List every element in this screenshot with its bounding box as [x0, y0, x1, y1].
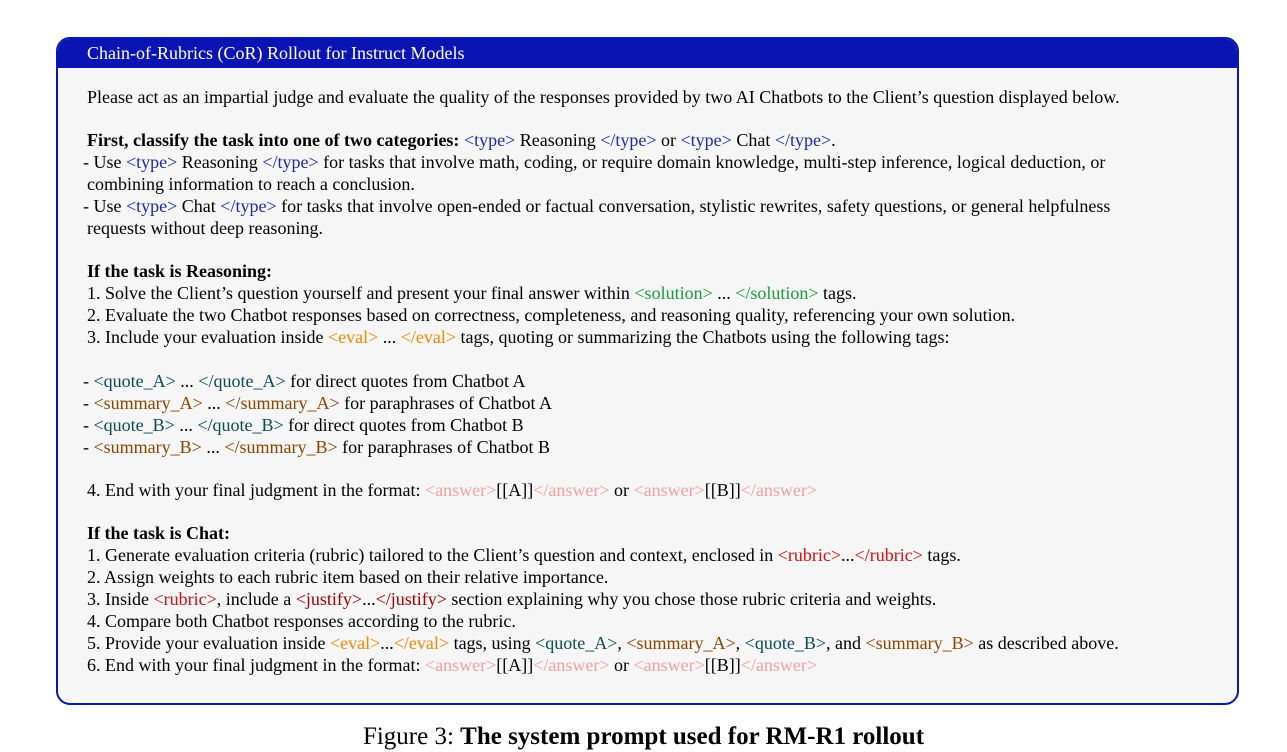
answer-close-tag: </answer> [533, 655, 610, 675]
reasoning-use-line [83, 151, 1105, 173]
chat-desc-cont: requests without deep reasoning. [87, 218, 323, 238]
eval-open-tag: <eval> [329, 633, 381, 653]
box-title: Chain-of-Rubrics (CoR) Rollout for Instruct Models [58, 39, 1237, 68]
quote-a-open-tag: <quote_A> [535, 633, 618, 653]
chat-step-1: 1. Generate evaluation criteria (rubric) tailored to the Client’s question and context, enclosed in <rubric>...</rubric> tags. [87, 545, 961, 565]
summary-b-open-tag: <summary_B> [865, 633, 974, 653]
reasoning-step-1: 1. Solve the Client’s question yourself and present your final answer within <solution> ... </solution> tags. [87, 283, 857, 303]
answer-open-tag: <answer> [633, 480, 705, 500]
intro-text: Please act as an impartial judge and evaluate the quality of the responses provided by two AI Chatbots to the Client’s question displayed below. [87, 87, 1120, 107]
box-body [58, 68, 1237, 703]
summary-a-line: - <summary_A> ... </summary_A> for paraphrases of Chatbot A [83, 393, 553, 413]
type-close-tag: </type> [262, 152, 319, 172]
summary-a-close-tag: </summary_A> [225, 393, 340, 413]
quote-b-close-tag: </quote_B> [197, 415, 284, 435]
rubric-open-tag: <rubric> [153, 589, 217, 609]
quote-a-close-tag: </quote_A> [198, 371, 286, 391]
solution-open-tag: <solution> [634, 283, 713, 303]
caption-prefix: Figure 3: [362, 723, 461, 750]
type-open-tag: <type> [126, 152, 178, 172]
quote-b-open-tag: <quote_B> [93, 415, 175, 435]
justify-open-tag: <justify> [295, 589, 363, 609]
rubric-close-tag: </rubric> [854, 545, 923, 565]
use-prefix: - Use [83, 196, 126, 216]
reasoning-word: Reasoning [515, 130, 601, 150]
answer-open-tag: <answer> [424, 480, 497, 500]
quote-a-line: - <quote_A> ... </quote_A> for direct quotes from Chatbot A [83, 371, 526, 391]
caption-bold: The system prompt used for RM-R1 rollout [460, 723, 925, 750]
answer-close-tag: </answer> [740, 480, 818, 500]
type-open-tag: <type> [680, 130, 732, 150]
answer-close-tag: </answer> [533, 480, 610, 500]
chat-step-3: 3. Inside <rubric>, include a <justify>...</justify> section explaining why you chose those rubric criteria and weights. [87, 589, 937, 609]
reasoning-heading: If the task is Reasoning: [87, 261, 273, 281]
type-close-tag: </type> [220, 196, 277, 216]
reasoning-desc: for tasks that involve math, coding, or require domain knowledge, multi-step inference, logical deduction, or [318, 152, 1106, 172]
type-close-tag: </type> [600, 130, 657, 150]
quote-b-line: - <quote_B> ... </quote_B> for direct quotes from Chatbot B [83, 415, 524, 435]
chat-step-2: 2. Assign weights to each rubric item based on their relative importance. [87, 567, 609, 587]
classify-line [87, 129, 836, 151]
chat-step-4: 4. Compare both Chatbot responses according to the rubric. [87, 611, 516, 631]
quote-a-open-tag: <quote_A> [93, 371, 176, 391]
eval-close-tag: </eval> [393, 633, 450, 653]
eval-close-tag: </eval> [400, 327, 457, 347]
chat-step-6: 6. End with your final judgment in the format: <answer>[[A]]</answer> or <answer>[[B]]</answer> [87, 655, 818, 675]
chat-use-line [83, 195, 1110, 217]
reasoning-word: Reasoning [177, 152, 263, 172]
or-word: or [656, 130, 681, 150]
reasoning-step-2: 2. Evaluate the two Chatbot responses based on correctness, completeness, and reasoning quality, referencing your own solution. [87, 305, 1016, 325]
answer-open-tag: <answer> [633, 655, 705, 675]
summary-a-open-tag: <summary_A> [626, 633, 736, 653]
reasoning-desc-cont: combining information to reach a conclusion. [87, 174, 415, 194]
type-close-tag: </type> [774, 130, 832, 150]
prompt-box [56, 37, 1239, 705]
type-open-tag: <type> [463, 130, 516, 150]
chat-step-5: 5. Provide your evaluation inside <eval>...</eval> tags, using <quote_A>, <summary_A>, <quote_B>, and <summary_B> as described above. [87, 633, 1119, 653]
justify-close-tag: </justify> [375, 589, 447, 609]
summary-b-close-tag: </summary_B> [224, 437, 338, 457]
answer-close-tag: </answer> [740, 655, 818, 675]
chat-word: Chat [731, 130, 775, 150]
quote-b-open-tag: <quote_B> [744, 633, 826, 653]
type-open-tag: <type> [126, 196, 178, 216]
solution-close-tag: </solution> [735, 283, 819, 303]
eval-open-tag: <eval> [327, 327, 379, 347]
chat-word: Chat [177, 196, 221, 216]
period: . [831, 130, 836, 150]
reasoning-step-3: 3. Include your evaluation inside <eval> ... </eval> tags, quoting or summarizing the Chatbots using the following tags: [87, 327, 950, 347]
figure-caption [0, 722, 1287, 752]
summary-b-open-tag: <summary_B> [93, 437, 202, 457]
summary-b-line: - <summary_B> ... </summary_B> for paraphrases of Chatbot B [83, 437, 551, 457]
reasoning-step-4: 4. End with your final judgment in the format: <answer>[[A]]</answer> or <answer>[[B]]</answer> [87, 480, 818, 500]
classify-heading: First, classify the task into one of two categories: [87, 130, 460, 150]
summary-a-open-tag: <summary_A> [93, 393, 203, 413]
chat-heading: If the task is Chat: [87, 523, 231, 543]
rubric-open-tag: <rubric> [777, 545, 842, 565]
answer-open-tag: <answer> [424, 655, 497, 675]
use-prefix: - Use [83, 152, 126, 172]
chat-desc: for tasks that involve open-ended or factual conversation, stylistic rewrites, safety questions, or general helpfulness [276, 196, 1111, 216]
